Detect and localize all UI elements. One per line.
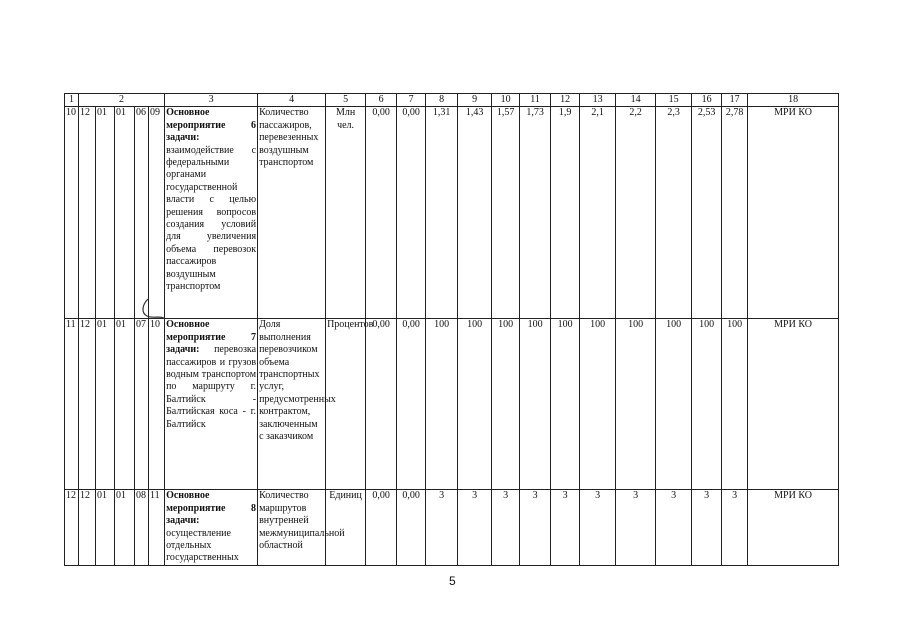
task-title: Основное мероприятие 7 задачи: bbox=[166, 319, 257, 356]
page-number: 5 bbox=[449, 574, 456, 588]
header-cell: 12 bbox=[551, 94, 580, 107]
indicator-cell: Количество маршрутов внутренней межмуниципальной областной bbox=[258, 490, 326, 565]
value-cell: 100 bbox=[616, 319, 656, 490]
value-cell: 2,2 bbox=[616, 107, 656, 319]
value-cell: 100 bbox=[520, 319, 551, 490]
value-cell: 100 bbox=[656, 319, 692, 490]
handwritten-mark-icon bbox=[139, 297, 167, 321]
header-cell: 17 bbox=[722, 94, 748, 107]
value-cell: 0,00 bbox=[397, 107, 426, 319]
row-number: 12 bbox=[65, 490, 79, 565]
value-cell: 100 bbox=[580, 319, 616, 490]
value-cell: 1,57 bbox=[492, 107, 520, 319]
header-cell: 15 bbox=[656, 94, 692, 107]
value-cell: 3 bbox=[492, 490, 520, 565]
value-cell: 100 bbox=[426, 319, 458, 490]
value-cell: 3 bbox=[580, 490, 616, 565]
value-cell: 1,73 bbox=[520, 107, 551, 319]
table-row bbox=[65, 319, 839, 490]
header-cell: 14 bbox=[616, 94, 656, 107]
unit-cell: Процентов bbox=[326, 319, 366, 490]
responsible-cell: МРИ КО bbox=[748, 490, 839, 565]
header-row bbox=[65, 94, 839, 107]
code-cell: 10 bbox=[149, 319, 165, 490]
value-cell: 0,00 bbox=[366, 319, 397, 490]
task-description: взаимодействие с федеральными органами государственной власти с целью решения вопросов создания условий для увеличения объема перевозок пассажиров воздушным транспортом bbox=[166, 144, 257, 293]
value-cell: 100 bbox=[722, 319, 748, 490]
value-cell: 3 bbox=[722, 490, 748, 565]
header-cell: 18 bbox=[748, 94, 839, 107]
value-cell: 3 bbox=[692, 490, 722, 565]
value-cell: 3 bbox=[551, 490, 580, 565]
value-cell: 3 bbox=[616, 490, 656, 565]
value-cell: 100 bbox=[692, 319, 722, 490]
header-cell: 1 bbox=[65, 94, 79, 107]
header-cell: 16 bbox=[692, 94, 722, 107]
indicator-cell: Количество пассажиров, перевезенных воздушным транспортом bbox=[258, 107, 326, 319]
value-cell: 100 bbox=[492, 319, 520, 490]
value-cell: 0,00 bbox=[366, 490, 397, 565]
value-cell: 0,00 bbox=[397, 319, 426, 490]
code-cell: 11 bbox=[149, 490, 165, 565]
header-cell: 10 bbox=[492, 94, 520, 107]
header-cell: 11 bbox=[520, 94, 551, 107]
responsible-cell: МРИ КО bbox=[748, 107, 839, 319]
task-cell bbox=[165, 490, 258, 565]
code-cell: 01 bbox=[96, 107, 115, 319]
task-description: перевозка пассажиров и грузов водным транспортом по маршруту г. Балтийск - Балтийская коса - г. Балтийск bbox=[166, 344, 257, 430]
header-cell: 9 bbox=[458, 94, 492, 107]
value-cell: 100 bbox=[458, 319, 492, 490]
value-cell: 0,00 bbox=[366, 107, 397, 319]
document-table bbox=[64, 93, 839, 566]
value-cell: 1,9 bbox=[551, 107, 580, 319]
task-title: Основное мероприятие 8 задачи: bbox=[166, 490, 257, 527]
code-cell: 01 bbox=[115, 107, 135, 319]
header-cell: 6 bbox=[366, 94, 397, 107]
value-cell: 2,78 bbox=[722, 107, 748, 319]
value-cell: 1,43 bbox=[458, 107, 492, 319]
indicator-cell: Доля выполнения перевозчиком объема транспортных услуг, предусмотренных контрактом, заключенным с заказчиком bbox=[258, 319, 326, 490]
task-cell bbox=[165, 107, 258, 319]
value-cell: 3 bbox=[656, 490, 692, 565]
code-cell: 06 bbox=[135, 107, 149, 319]
header-cell: 3 bbox=[165, 94, 258, 107]
code-cell: 09 bbox=[149, 107, 165, 319]
header-cell: 4 bbox=[258, 94, 326, 107]
row-number: 11 bbox=[65, 319, 79, 490]
header-cell: 7 bbox=[397, 94, 426, 107]
value-cell: 3 bbox=[458, 490, 492, 565]
header-cell: 5 bbox=[326, 94, 366, 107]
value-cell: 3 bbox=[426, 490, 458, 565]
code-cell: 01 bbox=[115, 490, 135, 565]
unit-cell: Единиц bbox=[326, 490, 366, 565]
row-number: 10 bbox=[65, 107, 79, 319]
value-cell: 0,00 bbox=[397, 490, 426, 565]
header-cell: 2 bbox=[79, 94, 165, 107]
value-cell: 1,31 bbox=[426, 107, 458, 319]
code-cell: 12 bbox=[79, 490, 96, 565]
code-cell: 01 bbox=[96, 490, 115, 565]
task-description: осуществление отдельных государственных bbox=[166, 527, 239, 564]
code-cell: 12 bbox=[79, 107, 96, 319]
value-cell: 3 bbox=[520, 490, 551, 565]
table-row bbox=[65, 490, 839, 565]
header-cell: 8 bbox=[426, 94, 458, 107]
code-cell: 07 bbox=[135, 319, 149, 490]
code-cell: 08 bbox=[135, 490, 149, 565]
value-cell: 2,53 bbox=[692, 107, 722, 319]
value-cell: 2,1 bbox=[580, 107, 616, 319]
code-cell: 01 bbox=[115, 319, 135, 490]
code-cell: 01 bbox=[96, 319, 115, 490]
unit-cell: Млн чел. bbox=[326, 107, 366, 319]
code-cell: 12 bbox=[79, 319, 96, 490]
value-cell: 2,3 bbox=[656, 107, 692, 319]
task-cell bbox=[165, 319, 258, 490]
responsible-cell: МРИ КО bbox=[748, 319, 839, 490]
task-title: Основное мероприятие 6 задачи: bbox=[166, 107, 257, 144]
value-cell: 100 bbox=[551, 319, 580, 490]
header-cell: 13 bbox=[580, 94, 616, 107]
table-row bbox=[65, 107, 839, 319]
